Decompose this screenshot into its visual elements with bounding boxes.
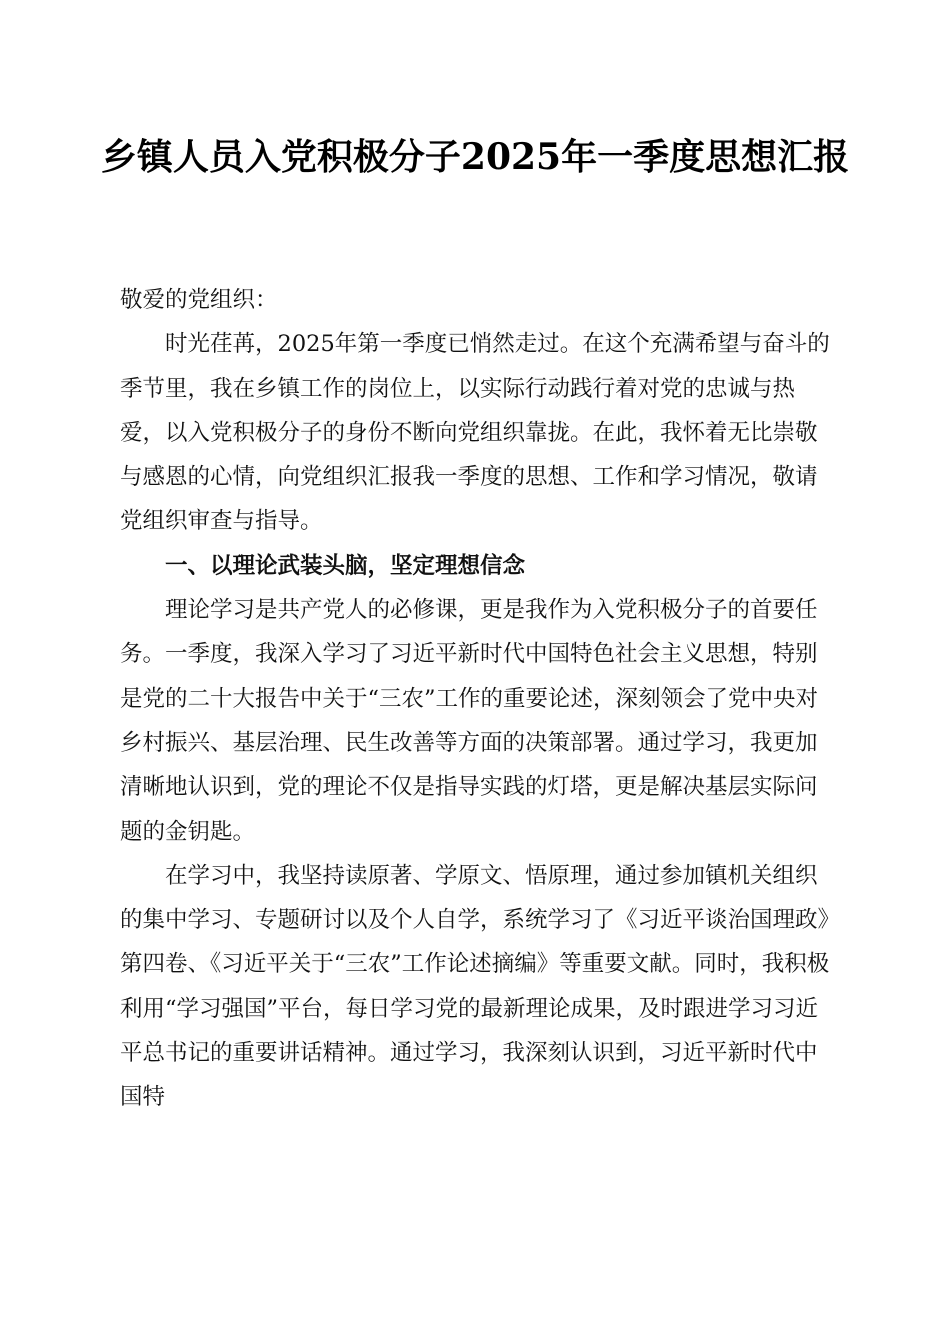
intro-paragraph: 时光荏苒，2025年第一季度已悄然走过。在这个充满希望与奋斗的季节里，我在乡镇工作的岗位上，以实际行动践行着对党的忠诚与热爱，以入党积极分子的身份不断向党组织靠拢。在此，我怀着无比崇敬与感恩的心情，向党组织汇报我一季度的思想、工作和学习情况，敬请党组织审查与指导。 bbox=[120, 331, 830, 535]
section-paragraph: 理论学习是共产党人的必修课，更是我作为入党积极分子的首要任务。一季度，我深入学习了习近平新时代中国特色社会主义思想，特别是党的二十大报告中关于“三农”工作的重要论述，深刻领会了党中央对乡村振兴、基层治理、民生改善等方面的决策部署。通过学习，我更加清晰地认识到，党的理论不仅是指导实践的灯塔，更是解决基层实际问题的金钥匙。 bbox=[120, 597, 819, 845]
document-body bbox=[120, 278, 832, 1120]
section-heading: 一、以理论武装头脑，坚定理想信念 bbox=[165, 552, 526, 579]
document-title: 乡镇人员入党积极分子2025年一季度思想汇报 bbox=[100, 136, 850, 178]
salutation: 敬爱的党组织： bbox=[120, 287, 278, 313]
section-paragraph: 在学习中，我坚持读原著、学原文、悟原理，通过参加镇机关组织的集中学习、专题研讨以及个人自学，系统学习了《习近平谈治国理政》第四卷、《习近平关于“三农”工作论述摘编》等重要文献。同时，我积极利用“学习强国”平台，每日学习党的最新理论成果，及时跟进学习习近平总书记的重要讲话精神。通过学习，我深刻认识到，习近平新时代中国特 bbox=[120, 862, 830, 1111]
